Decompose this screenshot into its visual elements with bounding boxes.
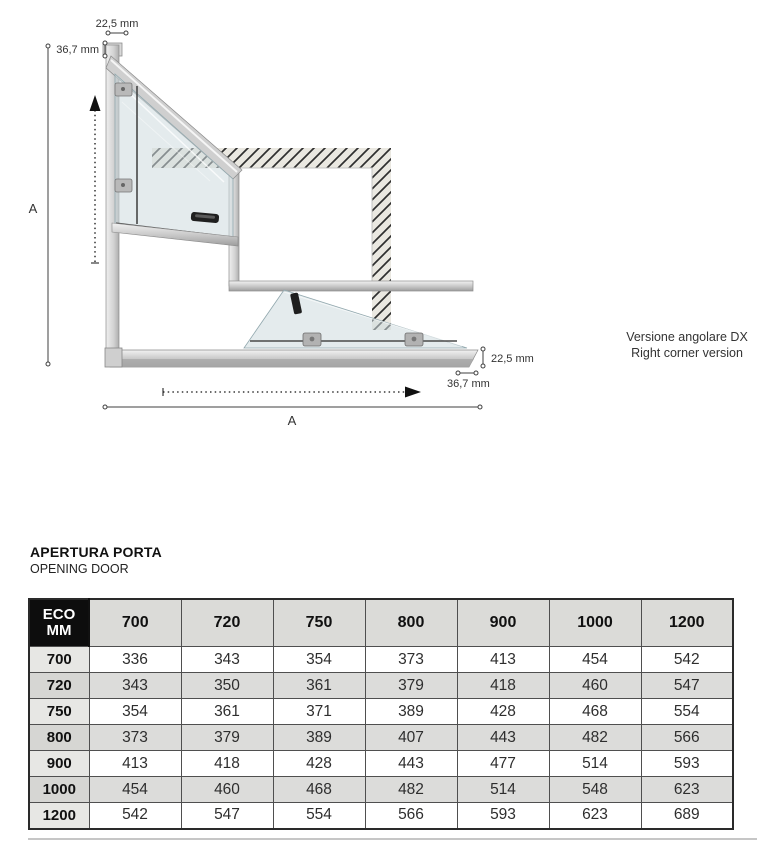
table-cell: 542 <box>641 647 733 673</box>
column-header: 1000 <box>549 599 641 647</box>
table-cell: 428 <box>273 751 365 777</box>
corner-profile <box>229 170 473 291</box>
table-row <box>29 647 733 673</box>
table-cell: 477 <box>457 751 549 777</box>
table-cell: 443 <box>365 751 457 777</box>
column-header: 900 <box>457 599 549 647</box>
table-cell: 514 <box>549 751 641 777</box>
table-row <box>29 673 733 699</box>
lower-door-panel <box>244 290 467 348</box>
table-row <box>29 725 733 751</box>
table-cell: 407 <box>365 725 457 751</box>
dim-top-offset: 36,7 mm <box>56 44 99 56</box>
column-header: 720 <box>181 599 273 647</box>
table-row <box>29 803 733 829</box>
table-cell: 379 <box>181 725 273 751</box>
table-cell: 547 <box>641 673 733 699</box>
roller-left <box>303 333 321 346</box>
arrow-right-icon <box>405 387 421 398</box>
table-cell: 413 <box>457 647 549 673</box>
table-row <box>29 777 733 803</box>
table-cell: 460 <box>549 673 641 699</box>
bottom-rail <box>105 348 478 367</box>
table-cell: 379 <box>365 673 457 699</box>
table-cell: 482 <box>549 725 641 751</box>
table-cell: 361 <box>273 673 365 699</box>
row-header: 1200 <box>29 803 89 829</box>
table-cell: 428 <box>457 699 549 725</box>
table-cell: 454 <box>549 647 641 673</box>
table-cell: 554 <box>273 803 365 829</box>
table-cell: 418 <box>457 673 549 699</box>
row-header: 1000 <box>29 777 89 803</box>
roller-right <box>405 333 423 346</box>
table-cell: 623 <box>549 803 641 829</box>
table-cell: 373 <box>89 725 181 751</box>
column-header: 750 <box>273 599 365 647</box>
table-cell: 542 <box>89 803 181 829</box>
corner-line1: ECO <box>42 605 76 623</box>
opening-door-table <box>28 598 732 830</box>
table-cell: 548 <box>549 777 641 803</box>
table-cell: 566 <box>641 725 733 751</box>
hinge-bottom <box>115 179 132 192</box>
dim-top-width: 22,5 mm <box>95 18 139 30</box>
row-header: 700 <box>29 647 89 673</box>
row-header: 900 <box>29 751 89 777</box>
caption-line1: Versione angolare DX <box>626 330 748 344</box>
row-header: 720 <box>29 673 89 699</box>
section-title: APERTURA PORTA <box>30 544 162 560</box>
table-body <box>29 647 733 829</box>
table-cell: 336 <box>89 647 181 673</box>
lower-door-glass <box>244 290 467 348</box>
table-cell: 371 <box>273 699 365 725</box>
table-cell: 514 <box>457 777 549 803</box>
table-cell: 554 <box>641 699 733 725</box>
table-cell: 454 <box>89 777 181 803</box>
table-cell: 623 <box>641 777 733 803</box>
table-cell: 460 <box>181 777 273 803</box>
column-header: 700 <box>89 599 181 647</box>
table-cell: 343 <box>181 647 273 673</box>
table-cell: 593 <box>457 803 549 829</box>
table-cell: 354 <box>273 647 365 673</box>
caption-line2: Right corner version <box>631 346 743 360</box>
dim-width-label: A <box>287 413 297 428</box>
table-cell: 443 <box>457 725 549 751</box>
section-subtitle: OPENING DOOR <box>30 561 129 576</box>
table-cell: 389 <box>273 725 365 751</box>
section-heading <box>30 544 162 577</box>
table-cell: 482 <box>365 777 457 803</box>
table-cell: 566 <box>365 803 457 829</box>
table-cell: 361 <box>181 699 273 725</box>
table-cell: 593 <box>641 751 733 777</box>
table-cell: 418 <box>181 751 273 777</box>
column-header: 1200 <box>641 599 733 647</box>
table-cell: 547 <box>181 803 273 829</box>
column-header: 800 <box>365 599 457 647</box>
table-row <box>29 751 733 777</box>
table-cell: 468 <box>549 699 641 725</box>
table-cell: 373 <box>365 647 457 673</box>
table-cell: 413 <box>89 751 181 777</box>
table-cell: 354 <box>89 699 181 725</box>
table-cell: 689 <box>641 803 733 829</box>
corner-line2: MM <box>46 622 72 639</box>
hinge-top <box>115 83 132 96</box>
row-header: 750 <box>29 699 89 725</box>
table-header-row <box>29 599 733 647</box>
table-cell: 343 <box>89 673 181 699</box>
cutoff-divider <box>28 838 757 840</box>
dim-rail-height: 22,5 mm <box>491 353 534 365</box>
row-header: 800 <box>29 725 89 751</box>
corner-header-cell <box>29 599 89 647</box>
arrow-up-icon <box>90 95 101 111</box>
table-cell: 468 <box>273 777 365 803</box>
table-cell: 389 <box>365 699 457 725</box>
dim-height-label: A <box>28 201 38 216</box>
table-cell: 350 <box>181 673 273 699</box>
table-row <box>29 699 733 725</box>
dim-rail-offset: 36,7 mm <box>447 378 490 390</box>
